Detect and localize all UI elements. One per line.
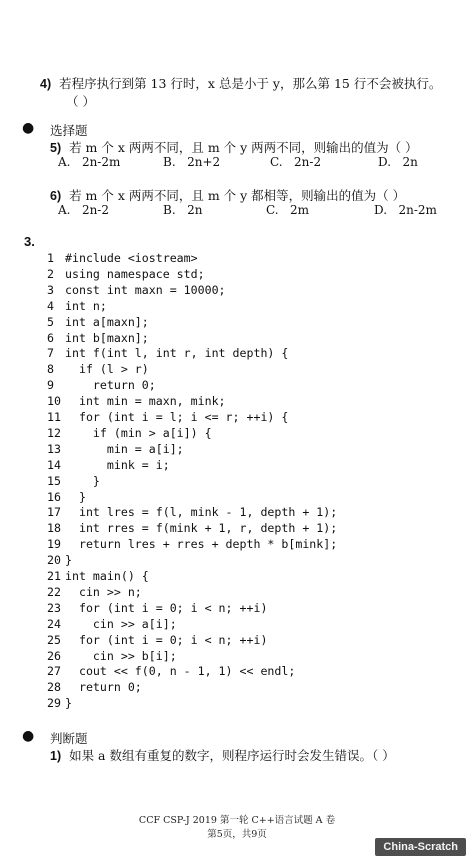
code-line-number: 24 bbox=[47, 616, 61, 631]
q6-option-b-letter: B. bbox=[163, 203, 176, 217]
code-line bbox=[47, 489, 86, 505]
code-line bbox=[47, 679, 142, 695]
code-line-text: int n; bbox=[65, 298, 107, 313]
q5-option-c-letter: C. bbox=[270, 155, 283, 169]
problem-3-label: 3. bbox=[24, 234, 35, 249]
code-line-text: min = a[i]; bbox=[65, 441, 184, 456]
code-line-text: } bbox=[65, 553, 72, 568]
code-line bbox=[47, 568, 149, 584]
code-line-number: 14 bbox=[47, 457, 61, 472]
code-line-text: int main() { bbox=[65, 569, 149, 583]
q5-option-b-value: 2n+2 bbox=[187, 155, 221, 169]
code-line-number: 19 bbox=[47, 537, 61, 552]
judge-bullet: ● bbox=[22, 728, 35, 744]
code-line-number: 27 bbox=[47, 664, 61, 679]
code-line-number: 25 bbox=[47, 632, 61, 647]
code-line bbox=[47, 250, 198, 266]
q5-option-c-value: 2n-2 bbox=[294, 155, 322, 169]
code-line-text: if (min > a[i]) { bbox=[65, 425, 212, 440]
code-line-text: int min = maxn, mink; bbox=[65, 394, 226, 409]
code-line bbox=[47, 648, 177, 664]
code-line-number: 18 bbox=[47, 521, 61, 536]
q6-option-c-letter: C. bbox=[266, 203, 279, 217]
question-4-text: 若程序执行到第 13 行时，x 总是小于 y，那么第 15 行不会被执行。 bbox=[59, 76, 442, 91]
code-line bbox=[47, 663, 295, 679]
q5-option-b-letter: B. bbox=[163, 155, 176, 169]
code-line-text: } bbox=[65, 696, 72, 711]
code-line bbox=[47, 282, 226, 298]
code-line bbox=[47, 695, 72, 711]
code-line-text: for (int i = 0; i < n; ++i) bbox=[65, 600, 268, 615]
question-5 bbox=[50, 138, 418, 156]
code-line-number: 1 bbox=[47, 251, 54, 265]
code-line-number: 16 bbox=[47, 489, 61, 504]
question-5-number: 5) bbox=[50, 141, 62, 155]
code-line-text: int lres = f(l, mink - 1, depth + 1); bbox=[65, 505, 338, 520]
code-line-text: cin >> n; bbox=[65, 584, 142, 599]
code-line-number: 29 bbox=[47, 696, 61, 711]
watermark-logo: China-Scratch bbox=[375, 838, 466, 856]
q5-option-b bbox=[163, 155, 220, 169]
q5-option-d-value: 2n bbox=[402, 155, 418, 169]
code-line-number: 2 bbox=[47, 266, 54, 281]
code-line-text: return 0; bbox=[65, 378, 156, 393]
code-line-number: 3 bbox=[47, 282, 54, 297]
code-line bbox=[47, 504, 337, 520]
question-6-number: 6) bbox=[50, 189, 62, 203]
q6-option-b-value: 2n bbox=[187, 203, 203, 217]
code-line-text: if (l > r) bbox=[65, 362, 149, 377]
question-4-number: 4) bbox=[40, 77, 52, 91]
code-line bbox=[47, 473, 100, 489]
q5-option-c bbox=[270, 155, 321, 169]
code-line-number: 7 bbox=[47, 346, 54, 361]
code-line bbox=[47, 393, 226, 409]
q6-option-d-value: 2n-2m bbox=[398, 203, 437, 217]
code-line-number: 9 bbox=[47, 378, 54, 393]
code-line bbox=[47, 361, 149, 377]
q6-option-c-value: 2m bbox=[290, 203, 310, 217]
code-line-number: 11 bbox=[47, 410, 61, 424]
choice-section-title: 选择题 bbox=[50, 123, 88, 138]
code-line-number: 6 bbox=[47, 330, 54, 345]
q6-option-a-value: 2n-2 bbox=[81, 203, 109, 217]
code-line-text: int rres = f(mink + 1, r, depth + 1); bbox=[65, 521, 338, 536]
q5-option-d bbox=[378, 155, 418, 169]
code-line-number: 23 bbox=[47, 600, 61, 615]
code-line-text: return lres + rres + depth * b[mink]; bbox=[65, 537, 338, 552]
code-line-text: const int maxn = 10000; bbox=[65, 282, 226, 297]
code-line bbox=[47, 616, 177, 632]
code-line-number: 22 bbox=[47, 584, 61, 599]
question-6 bbox=[50, 186, 405, 204]
judge-section-title: 判断题 bbox=[50, 731, 88, 746]
code-line-text: int f(int l, int r, int depth) { bbox=[65, 346, 289, 361]
code-line bbox=[47, 441, 184, 457]
code-line bbox=[47, 536, 337, 552]
q5-option-a-letter: A. bbox=[58, 155, 71, 169]
code-line-text: mink = i; bbox=[65, 457, 170, 472]
code-line-text: for (int i = 0; i < n; ++i) bbox=[65, 632, 268, 647]
code-line bbox=[47, 584, 142, 600]
code-line bbox=[47, 409, 288, 425]
code-line-text: } bbox=[65, 489, 86, 504]
judge-question-1-text: 如果 a 数组有重复的数字，则程序运行时会发生错误。（ ） bbox=[69, 748, 395, 763]
code-line bbox=[47, 600, 267, 616]
q5-option-d-letter: D. bbox=[378, 155, 392, 169]
code-line bbox=[47, 314, 149, 330]
q6-option-d bbox=[374, 203, 437, 217]
question-6-text: 若 m 个 x 两两不同，且 m 个 y 都相等，则输出的值为（ ） bbox=[69, 188, 406, 203]
code-line-number: 10 bbox=[47, 394, 61, 409]
code-line-text: #include <iostream> bbox=[65, 251, 198, 265]
q6-option-c bbox=[266, 203, 309, 217]
q5-option-a-value: 2n-2m bbox=[81, 155, 121, 169]
q6-option-d-letter: D. bbox=[374, 203, 388, 217]
question-4 bbox=[40, 74, 441, 92]
code-line-number: 28 bbox=[47, 680, 61, 695]
code-line-text: int a[maxn]; bbox=[65, 314, 149, 329]
code-line-text: cin >> b[i]; bbox=[65, 648, 177, 663]
code-line-text: return 0; bbox=[65, 680, 142, 695]
code-line-text: cout << f(0, n - 1, 1) << endl; bbox=[65, 664, 296, 679]
footer-title: CCF CSP-J 2019 第一轮 C++语言试题 A 卷 bbox=[138, 815, 336, 826]
code-line bbox=[47, 552, 72, 568]
code-line-number: 17 bbox=[47, 505, 61, 520]
code-line bbox=[47, 330, 149, 346]
code-line bbox=[47, 345, 288, 361]
q6-option-a-letter: A. bbox=[58, 203, 71, 217]
q5-option-a bbox=[58, 155, 120, 169]
code-line-text: using namespace std; bbox=[65, 266, 205, 281]
code-line-number: 21 bbox=[47, 569, 61, 583]
code-line-number: 13 bbox=[47, 441, 61, 456]
q6-option-a bbox=[58, 203, 109, 217]
code-line bbox=[47, 457, 170, 473]
footer-page-number: 第5页，共9页 bbox=[207, 829, 267, 840]
code-line bbox=[47, 520, 337, 536]
code-line-text: int b[maxn]; bbox=[65, 330, 149, 345]
judge-question-1-number: 1) bbox=[50, 749, 62, 763]
question-5-text: 若 m 个 x 两两不同，且 m 个 y 两两不同，则输出的值为（ ） bbox=[69, 140, 418, 155]
code-line-text: cin >> a[i]; bbox=[65, 616, 177, 631]
code-line-number: 20 bbox=[47, 553, 61, 568]
code-line bbox=[47, 298, 107, 314]
judge-question-1 bbox=[50, 746, 395, 764]
code-line-number: 12 bbox=[47, 425, 61, 440]
code-line-text: } bbox=[65, 473, 100, 488]
code-line-number: 4 bbox=[47, 298, 54, 313]
code-line bbox=[47, 266, 205, 282]
code-line bbox=[47, 377, 156, 393]
code-line-number: 15 bbox=[47, 473, 61, 488]
code-line-number: 8 bbox=[47, 362, 54, 377]
code-line bbox=[47, 425, 212, 441]
choice-bullet: ● bbox=[22, 120, 35, 136]
code-line-text: for (int i = l; i <= r; ++i) { bbox=[65, 410, 289, 424]
code-line-number: 26 bbox=[47, 648, 61, 663]
code-line bbox=[47, 632, 267, 648]
question-4-blank: （ ） bbox=[66, 94, 95, 109]
code-line-number: 5 bbox=[47, 314, 54, 329]
q6-option-b bbox=[163, 203, 202, 217]
